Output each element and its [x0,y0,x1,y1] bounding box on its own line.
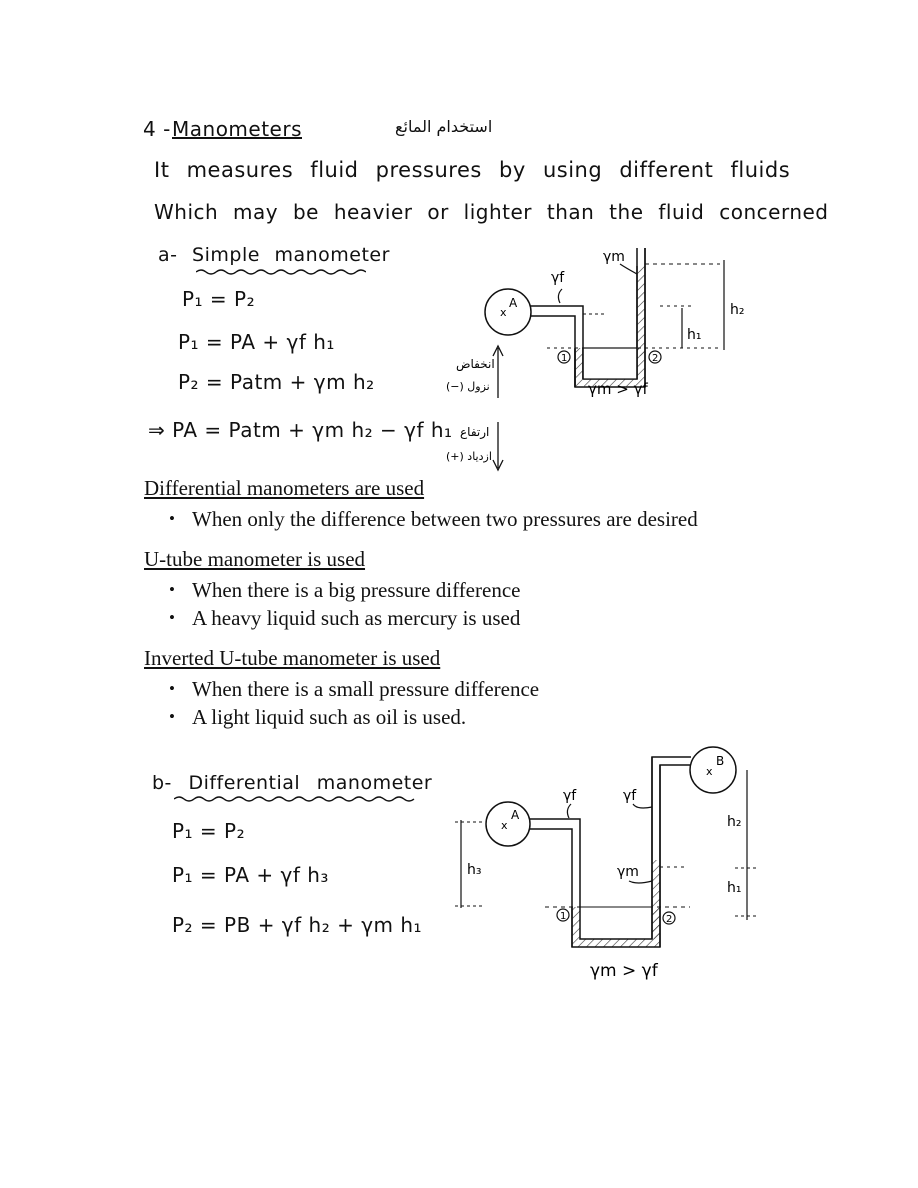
simple-arabic-up: انخفاض [456,357,495,371]
pipe-a-circle [485,289,531,335]
simple-eq-1: P₁ = P₂ [182,287,256,311]
diff-point-a: A [511,808,520,822]
simple-gamma-f: γf [551,270,565,286]
diff-gamma-f-right: γf [623,788,637,804]
simple-heading-underline [196,268,366,276]
simple-arabic-down: ارتفاع [460,425,490,439]
list-item: • When only the difference between two pressures are desired [169,505,698,533]
diff-gamma-m: γm [617,864,639,880]
pipe-b-circle [690,747,736,793]
diff-mark-2: 2 [666,914,673,925]
mercury-right [637,266,645,356]
differential-used-heading: Differential manometers are used [144,476,425,500]
diff-eq-3: P₂ = PB + γf h₂ + γm h₁ [172,913,423,937]
simple-h1: h₁ [687,327,702,343]
diff-h3: h₃ [467,862,482,878]
simple-eq-2: P₁ = PA + γf h₁ [178,330,335,354]
intro-line-1: It measures fluid pressures by using different fluids [154,158,791,182]
diff-gamma-f-left: γf [563,788,577,804]
utube-used-heading: U-tube manometer is used [144,547,366,571]
svg-text:x: x [500,306,507,319]
diff-manometer-diagram [445,740,775,990]
diff-relation: γm > γf [590,961,658,981]
inverted-used-heading: Inverted U-tube manometer is used [144,646,441,670]
simple-eq-4: ⇒ PA = Patm + γm h₂ − γf h₁ [148,418,453,442]
section-number: 4 - [143,117,171,141]
simple-h2: h₂ [730,302,745,318]
diff-heading-underline [174,795,424,803]
list-item: • A heavy liquid such as mercury is used [169,604,520,632]
utube-used-list [169,576,520,632]
pipe-a-circle [486,802,530,846]
simple-relation: γm > γf [588,380,648,398]
diff-eq-1: P₁ = P₂ [172,819,246,843]
mercury-right-column [652,860,660,939]
svg-text:x: x [706,765,713,778]
diff-h2: h₂ [727,814,742,830]
simple-gamma-m: γm [603,249,625,265]
simple-manometer-diagram [420,236,760,476]
diff-point-b: B [716,754,725,768]
list-item: • A light liquid such as oil is used. [169,703,539,731]
simple-eq-3: P₂ = Patm + γm h₂ [178,370,375,394]
simple-mark-1: 1 [561,353,568,364]
simple-mark-2: 2 [652,353,659,364]
list-item: • When there is a big pressure difference [169,576,520,604]
differential-used-list [169,505,698,533]
inverted-used-list [169,675,539,731]
diff-heading: b- Differential manometer [152,772,433,794]
arabic-title: استخدام المائع [395,117,493,136]
simple-sign-down: (+) ازدياد [446,450,492,463]
list-item: • When there is a small pressure difference [169,675,539,703]
intro-line-2: Which may be heavier or lighter than the fluid concerned [154,200,829,224]
svg-text:x: x [501,819,508,832]
diff-eq-2: P₁ = PA + γf h₃ [172,863,329,887]
section-title: Manometers [172,117,302,141]
simple-heading: a- Simple manometer [158,244,390,266]
diff-h1: h₁ [727,880,742,896]
simple-sign-up: (−) نزول [446,380,490,393]
diff-mark-1: 1 [560,911,567,922]
simple-point-a: A [509,296,518,310]
